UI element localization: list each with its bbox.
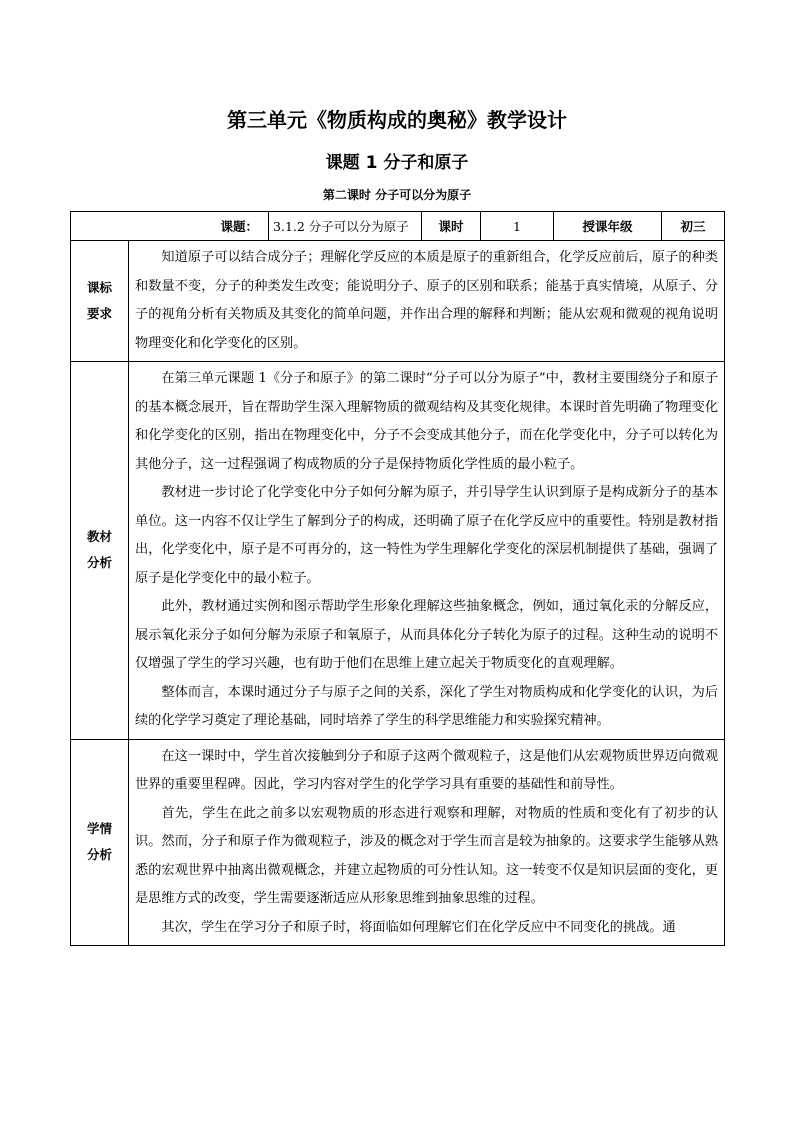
section-content-xueqing <box>129 739 725 946</box>
label-line-2: 分析 <box>86 847 112 863</box>
label-line-1: 课标 <box>86 280 112 295</box>
label-line-2: 要求 <box>86 306 112 321</box>
jiaocai-row <box>71 362 725 740</box>
paragraph: 此外，教材通过实例和图示帮助学生形象化理解这些抽象概念，例如，通过氧化汞的分解反应，展示氧化汞分子如何分解为汞原子和氧原子，从而具体化分子转化为原子的过程。这种生动的说明不仅增强了学生的学习兴趣，也有助于他们在思维上建立起关于物质变化的直观理解。 <box>135 599 719 671</box>
grade-value: 初三 <box>662 212 725 241</box>
paragraph: 整体而言，本课时通过分子与原子之间的关系，深化了学生对物质构成和化学变化的认识，为后续的化学学习奠定了理论基础，同时培养了学生的科学思维能力和实验探究精神。 <box>135 684 719 728</box>
xueqing-row <box>71 739 725 946</box>
hours-label: 课时 <box>422 212 481 241</box>
section-label-jiaocai <box>71 362 129 740</box>
paragraph: 在第三单元课题 1《分子和原子》的第二课时“分子可以分为原子”中，教材主要围绕分子和原子的基本概念展开，旨在帮助学生深入理解物质的微观结构及其变化规律。本课时首先明确了物理变化和化学变化的区别，指出在物理变化中，分子不会变成其他分子，而在化学变化中，分子可以转化为其他分子，这一过程强调了构成物质的分子是保持物质化学性质的最小粒子。 <box>135 371 719 472</box>
section-label-kebiao <box>71 241 129 362</box>
lesson-plan-table <box>70 211 725 946</box>
header-row <box>71 212 725 241</box>
kebiao-row <box>71 241 725 362</box>
paragraph: 首先，学生在此之前多以宏观物质的形态进行观察和理解，对物质的性质和变化有了初步的认识。然而，分子和原子作为微观粒子，涉及的概念对于学生而言是较为抽象的。这要求学生能够从熟悉的宏观世界中抽离出微观概念，并建立起物质的可分性认知。这一转变不仅是知识层面的变化，更是思维方式的改变，学生需要逐渐适应从形象思维到抽象思维的过程。 <box>135 805 719 906</box>
paragraph: 在这一课时中，学生首次接触到分子和原子这两个微观粒子，这是他们从宏观物质世界迈向微观世界的重要里程碑。因此，学习内容对学生的化学学习具有重要的基础性和前导性。 <box>135 748 719 792</box>
period-title: 第二课时 分子可以分为原子 <box>322 188 472 202</box>
section-content-jiaocai <box>129 362 725 740</box>
paragraph: 其次，学生在学习分子和原子时，将面临如何理解它们在化学反应中不同变化的挑战。通 <box>161 919 676 935</box>
paragraph: 教材进一步讨论了化学变化中分子如何分解为原子，并引导学生认识到原子是构成新分子的基本单位。这一内容不仅让学生了解到分子的构成，还明确了原子在化学反应中的重要性。特别是教材指出，化学变化中，原子是不可再分的，这一特性为学生理解化学变化的深层机制提供了基础，强调了原子是化学变化中的最小粒子。 <box>135 485 719 586</box>
topic-value: 3.1.2 分子可以分为原子 <box>269 212 422 241</box>
label-line-1: 教材 <box>86 529 112 545</box>
hours-value: 1 <box>481 212 554 241</box>
label-line-2: 分析 <box>86 555 112 571</box>
paragraph: 知道原子可以结合成分子；理解化学反应的本质是原子的重新组合，化学反应前后，原子的种类和数量不变，分子的种类发生改变；能说明分子、原子的区别和联系；能基于真实情境，从原子、分子的视角分析有关物质及其变化的简单问题，并作出合理的解释和判断；能从宏观和微观的视角说明物理变化和化学变化的区别。 <box>135 250 719 351</box>
section-content-kebiao <box>129 241 725 362</box>
label-line-1: 学情 <box>86 821 112 837</box>
grade-label: 授课年级 <box>554 212 662 241</box>
topic-label: 课题： <box>71 212 269 241</box>
document-title: 第三单元《物质构成的奥秘》教学设计 <box>227 108 567 132</box>
lesson-title: 课题 1 分子和原子 <box>325 153 469 173</box>
section-label-xueqing <box>71 739 129 946</box>
